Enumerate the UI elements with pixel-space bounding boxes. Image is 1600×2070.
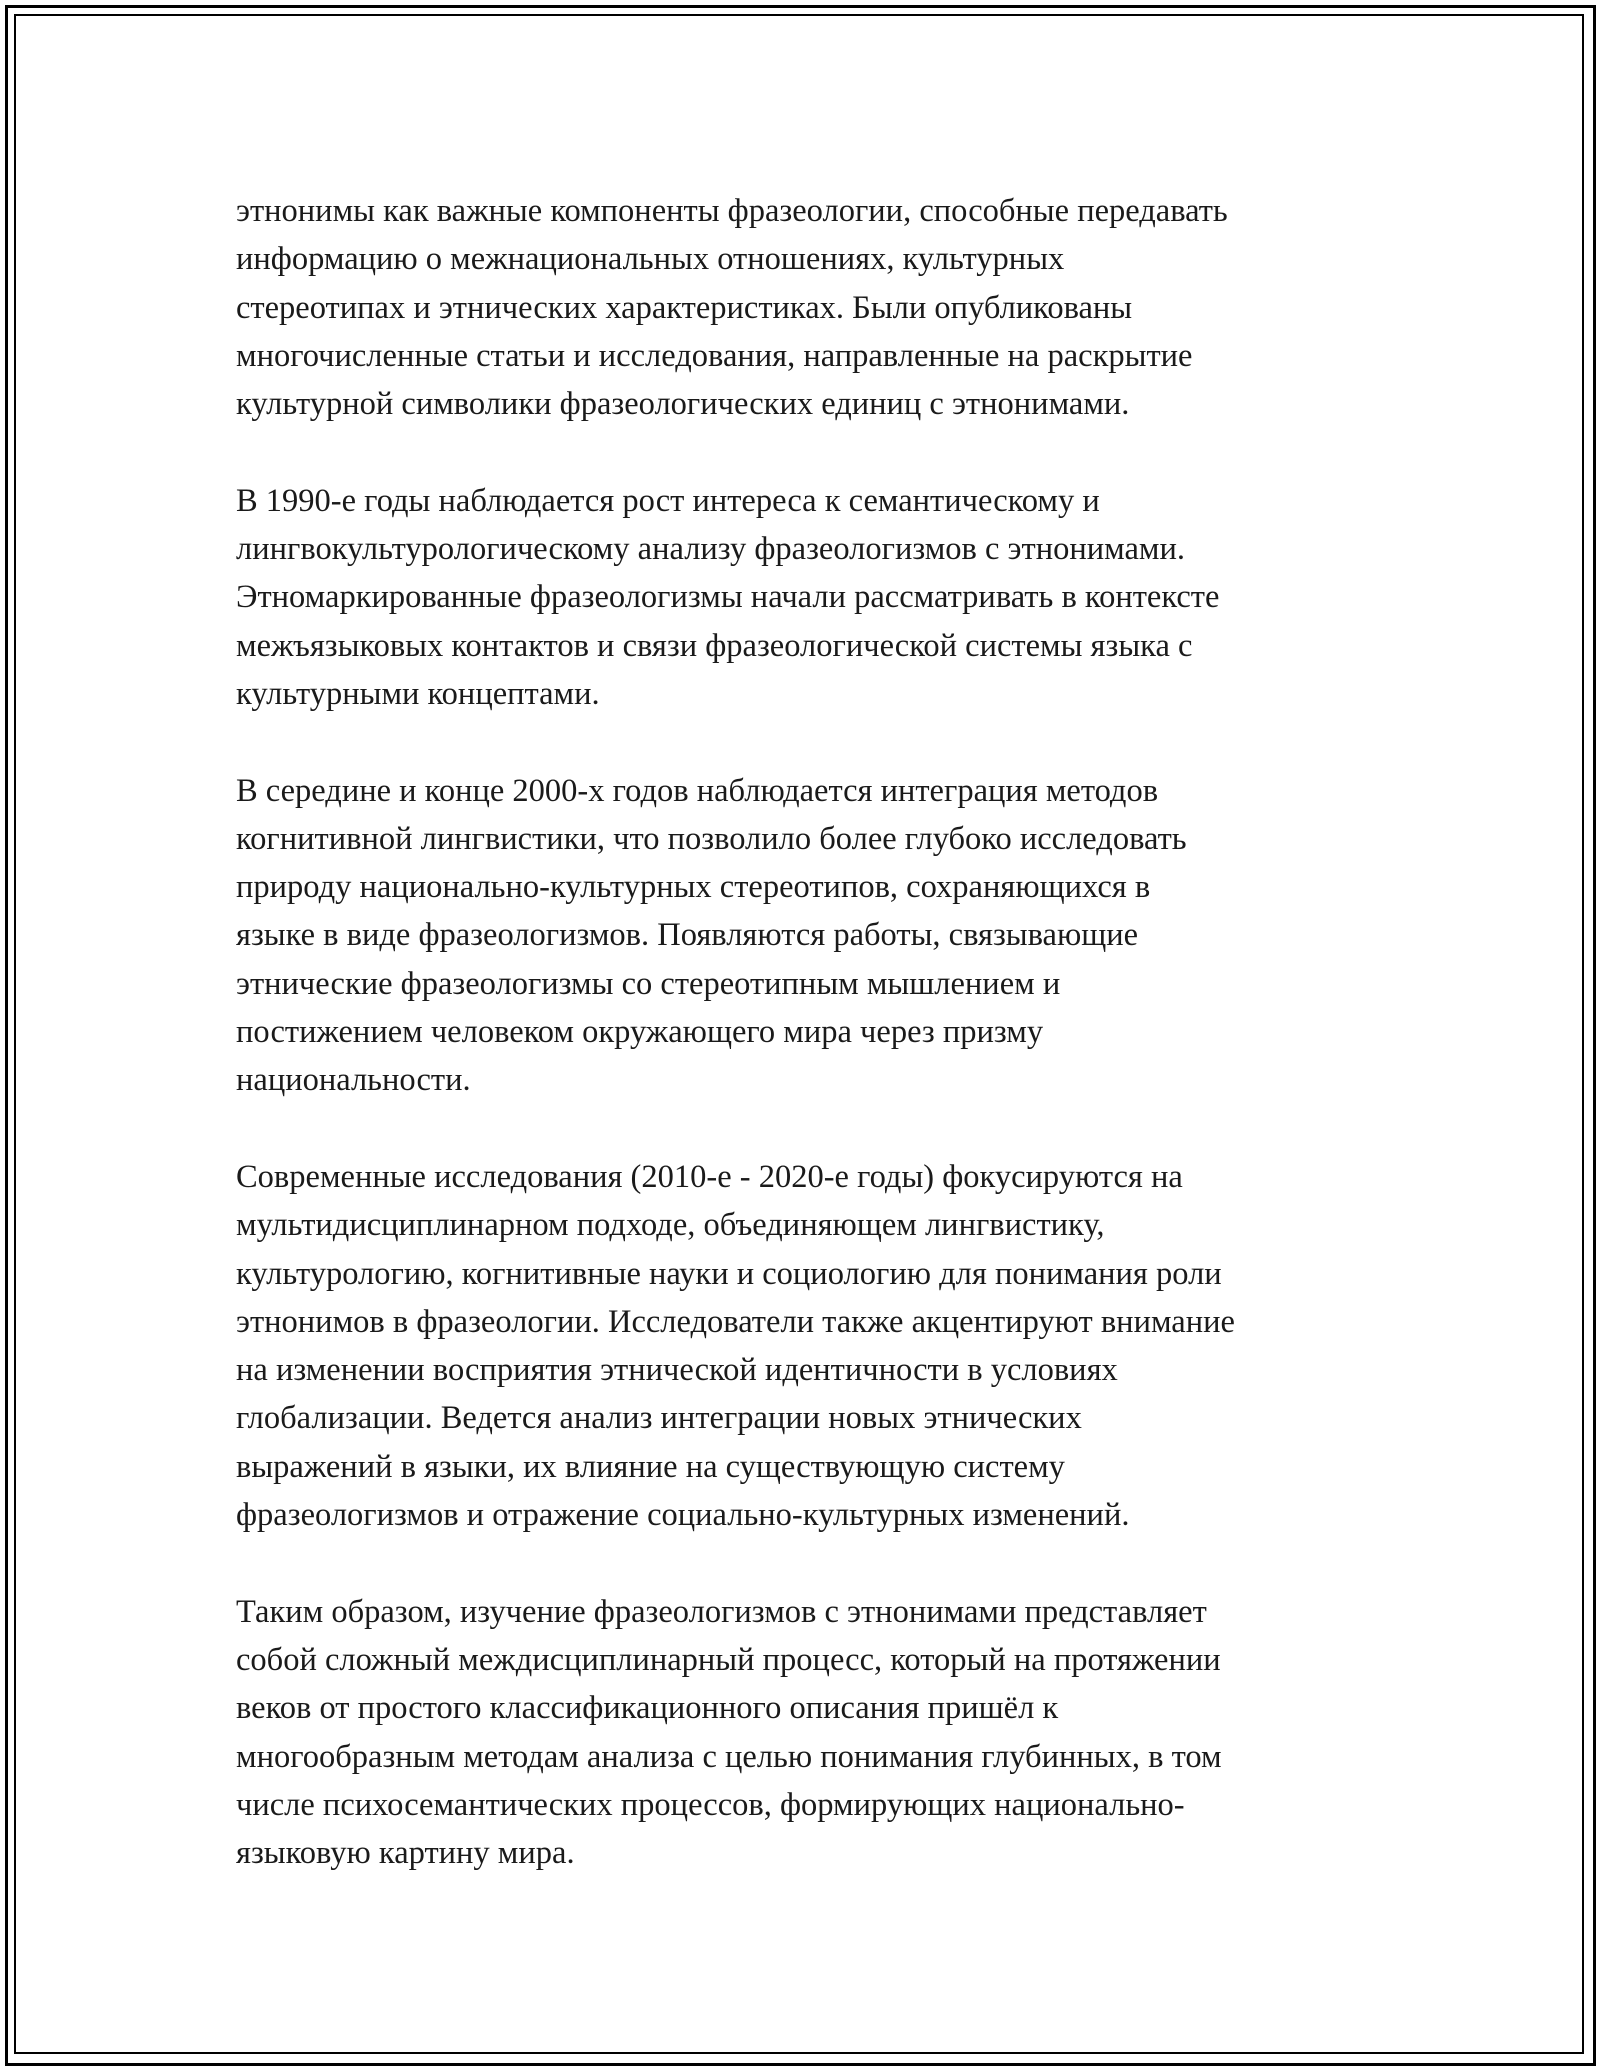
text-line: лингвокультурологическому анализу фразеологизмов с этнонимами. (236, 531, 1185, 568)
text-line: мультидисциплинарном подходе, объединяющем лингвистику, (236, 1207, 1105, 1244)
text-line: национальности. (236, 1062, 471, 1099)
text-line: культурными концептами. (236, 675, 600, 712)
text-line: числе психосемантических процессов, формирующих национально- (236, 1786, 1185, 1823)
text-line: информацию о межнациональных отношениях, культурных (236, 241, 1065, 278)
text-line: собой сложный междисциплинарный процесс, который на протяжении (236, 1641, 1221, 1678)
text-line: глобализации. Ведется анализ интеграции новых этнических (236, 1400, 1082, 1437)
text-line: культурологию, когнитивные науки и социологию для понимания роли (236, 1255, 1222, 1292)
text-line: веков от простого классификационного описания пришёл к (236, 1690, 1059, 1727)
text-line: этнонимы как важные компоненты фразеологии, способные передавать (236, 193, 1228, 229)
text-line: многообразным методам анализа с целью понимания глубинных, в том (236, 1738, 1222, 1775)
text-line: языковую картину мира. (236, 1835, 575, 1872)
text-line: В середине и конце 2000-х годов наблюдается интеграция методов (236, 772, 1159, 809)
text-line: выражений в языки, их влияние на существующую систему (236, 1448, 1065, 1485)
text-line: этнические фразеологизмы со стереотипным мышлением и (236, 965, 1061, 1002)
paragraph-modern-research (236, 1153, 1386, 1539)
text-line: постижением человеком окружающего мира через призму (236, 1014, 1044, 1051)
text-line: культурной символики фразеологических единиц с этнонимами. (236, 386, 1130, 423)
text-line: Таким образом, изучение фразеологизмов с этнонимами представляет (236, 1593, 1207, 1630)
paragraph-2000s (236, 767, 1386, 1105)
paragraph-ethnonyms-components (236, 187, 1386, 428)
text-line: на изменении восприятия этнической идентичности в условиях (236, 1352, 1118, 1389)
text-line: стереотипах и этнических характеристиках. Были опубликованы (236, 289, 1133, 326)
text-line: когнитивной лингвистики, что позволило более глубоко исследовать (236, 820, 1187, 857)
text-line: фразеологизмов и отражение социально-культурных изменений. (236, 1497, 1130, 1534)
text-line: В 1990-е годы наблюдается рост интереса к семантическому и (236, 482, 1100, 519)
paragraph-conclusion (236, 1588, 1386, 1878)
document-body (236, 187, 1386, 1926)
text-line: межъязыковых контактов и связи фразеологической системы языка с (236, 627, 1193, 664)
paragraph-1990s (236, 477, 1386, 718)
text-line: Современные исследования (2010-е - 2020-е годы) фокусируются на (236, 1158, 1183, 1195)
text-line: Этномаркированные фразеологизмы начали рассматривать в контексте (236, 579, 1220, 616)
text-line: природу национально-культурных стереотипов, сохраняющихся в (236, 869, 1151, 906)
text-line: этнонимов в фразеологии. Исследователи также акцентируют внимание (236, 1303, 1235, 1340)
text-line: многочисленные статьи и исследования, направленные на раскрытие (236, 337, 1193, 374)
text-line: языке в виде фразеологизмов. Появляются работы, связывающие (236, 917, 1139, 954)
